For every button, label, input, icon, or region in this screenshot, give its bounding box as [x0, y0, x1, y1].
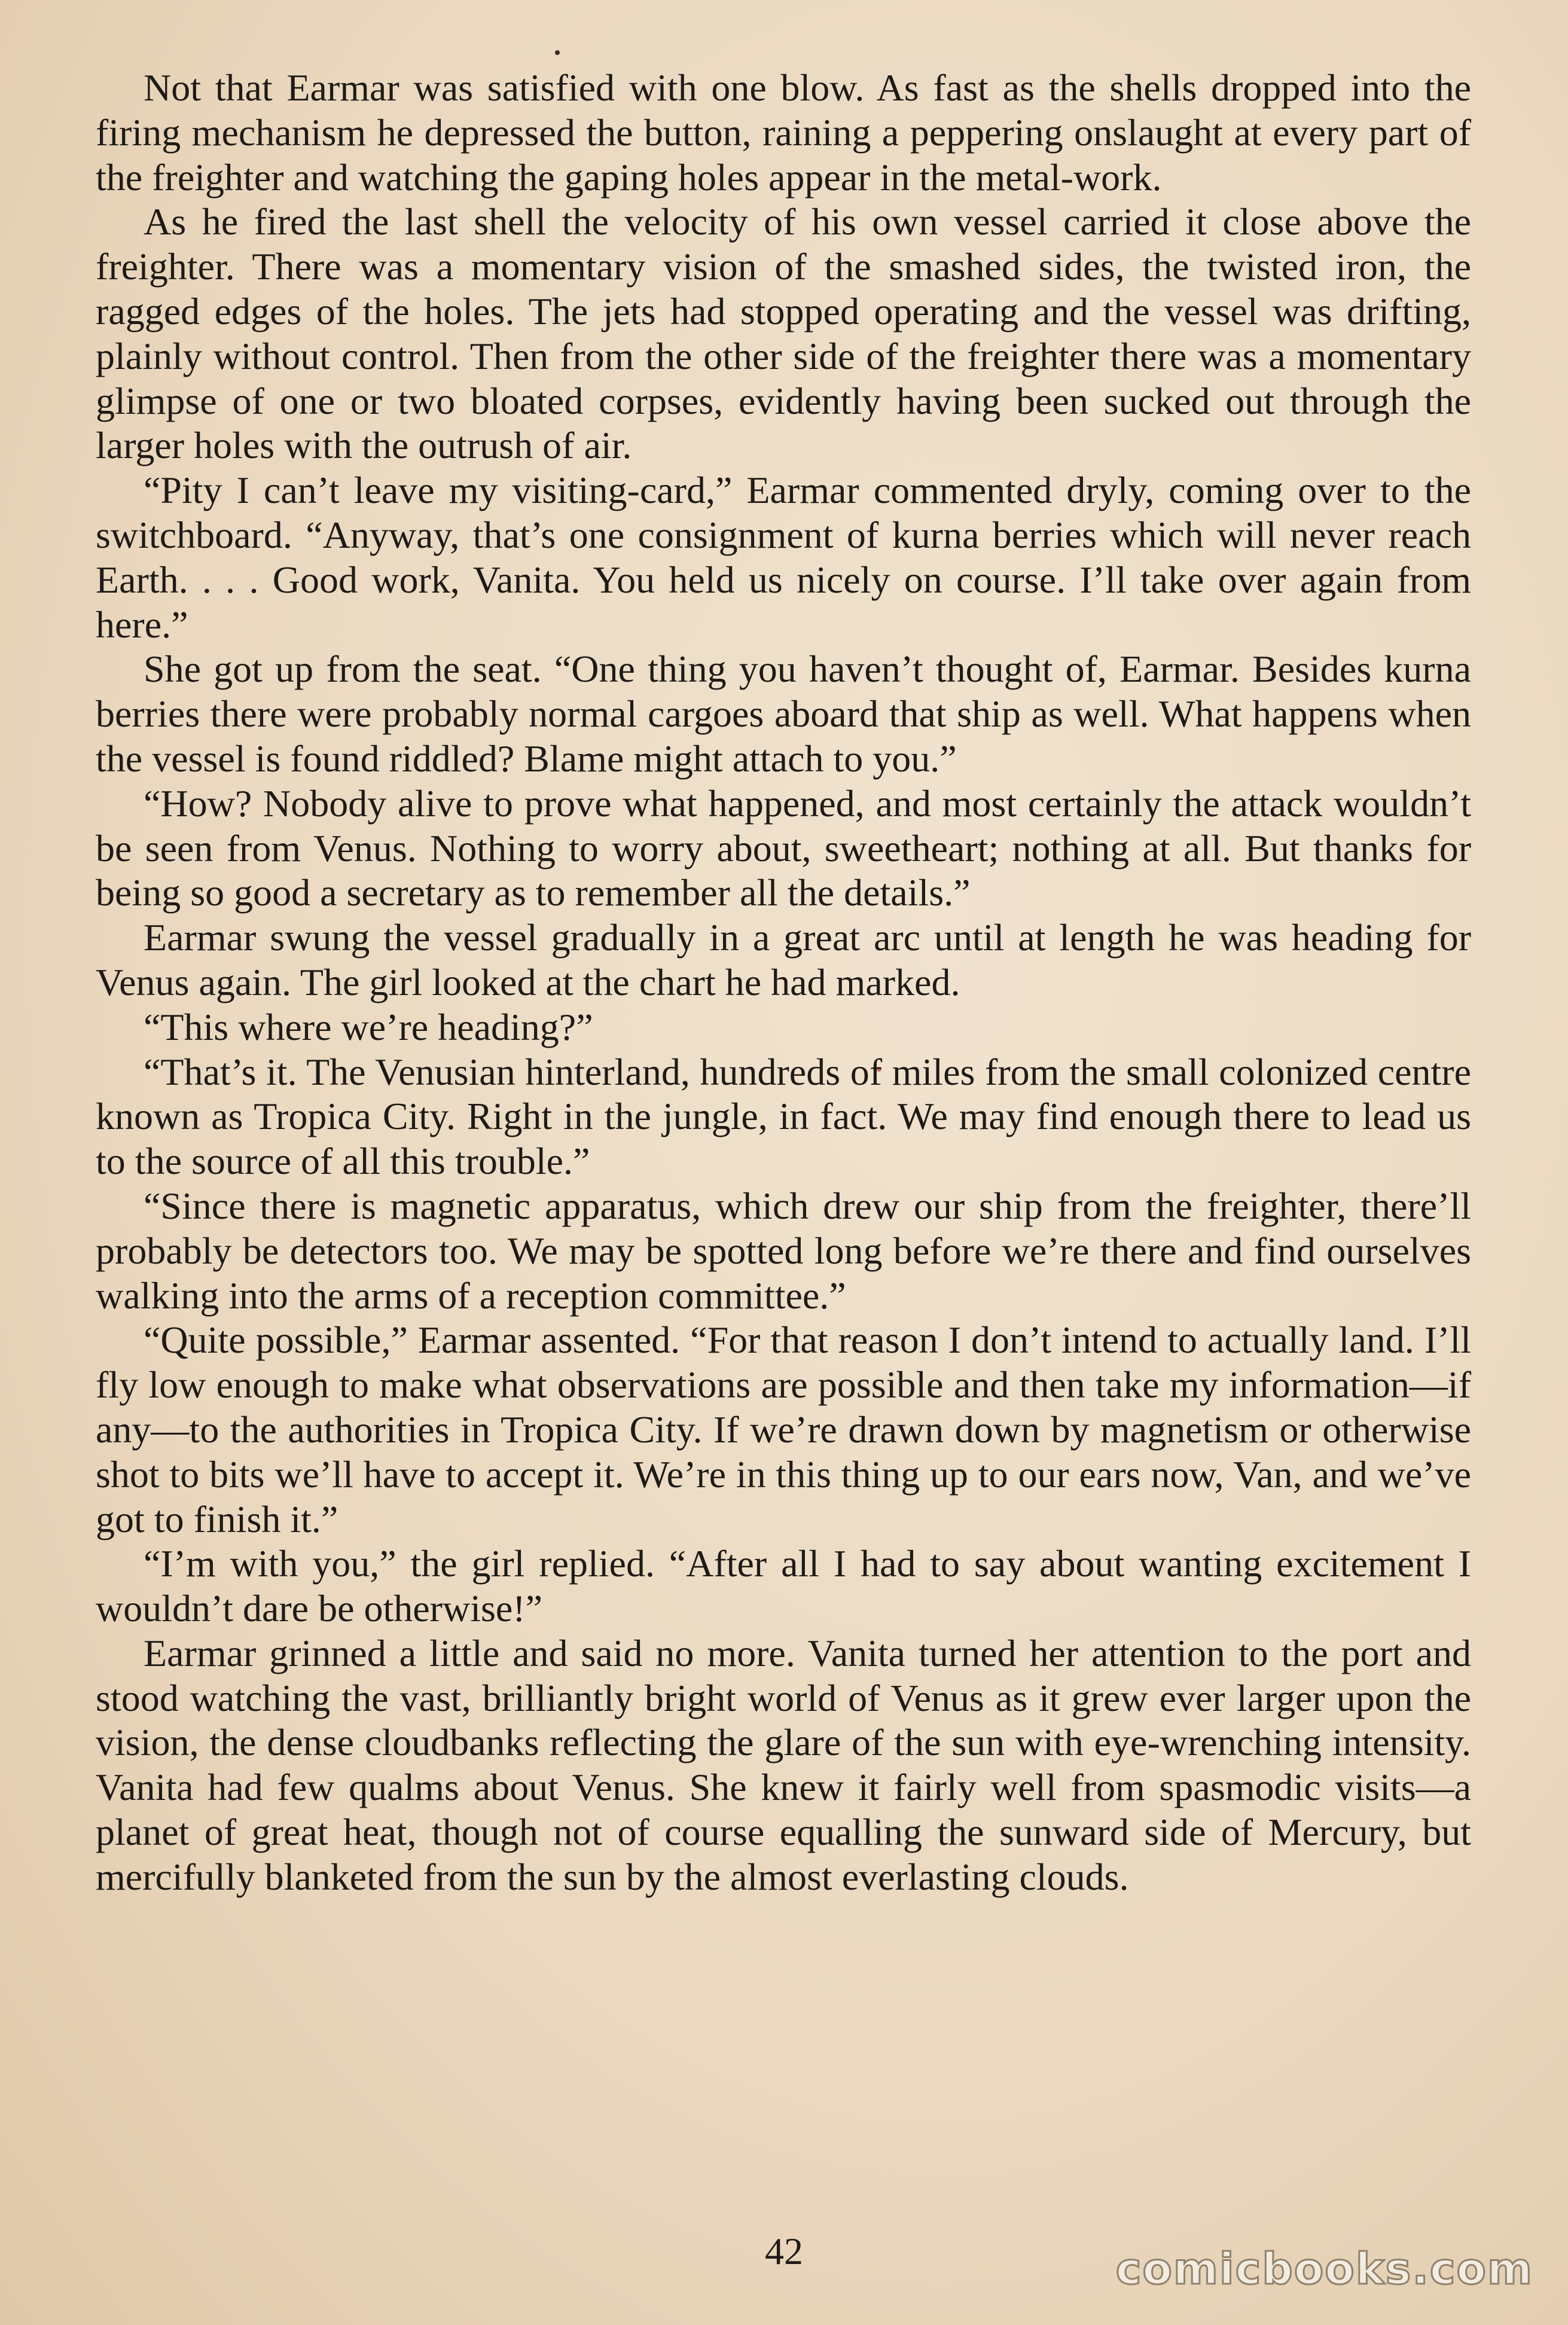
- paragraph: “How? Nobody alive to prove what happened, and most certainly the attack wouldn’t be seen from Venus. Nothing to worry about, sweetheart; nothing at all. But thanks for being so good a secretary as to remember all the details.”: [96, 782, 1471, 914]
- paragraph: “I’m with you,” the girl replied. “After all I had to say about wanting excitement I wouldn’t dare be otherwise!”: [96, 1542, 1471, 1630]
- paragraph: Earmar swung the vessel gradually in a great arc until at length he was heading for Venus again. The girl looked at the chart he had marked.: [96, 916, 1471, 1003]
- paragraph: Not that Earmar was satisfied with one blow. As fast as the shells dropped into the firing mechanism he depressed the button, raining a peppering onslaught at every part of the freighter and watching the gaping holes appear in the metal-work.: [96, 66, 1471, 199]
- paragraph: Earmar grinned a little and said no more. Vanita turned her attention to the port and stood watching the vast, brilliantly bright world of Venus as it grew ever larger upon the vision, the dense cloudbanks reflecting the glare of the sun with eye-wrenching intensity. Vanita had few qualms about Venus. She knew it fairly well from spasmodic visits—a planet of great heat, though not of course equalling the sunward side of Mercury, but mercifully blanketed from the sun by the almost everlasting clouds.: [96, 1631, 1471, 1898]
- body-text: [96, 66, 1471, 1900]
- page-number: 42: [765, 2230, 803, 2272]
- paragraph: “This where we’re heading?”: [144, 1005, 593, 1048]
- paragraph: “Pity I can’t leave my visiting-card,” Earmar commented dryly, coming over to the switchboard. “Anyway, that’s one consignment of kurna berries which will never reach Earth. . . . Good work, Vanita. You held us nicely on course. I’ll take over again from here.”: [96, 469, 1471, 646]
- paragraph: As he fired the last shell the velocity of his own vessel carried it close above the freighter. There was a momentary vision of the smashed sides, the twisted iron, the ragged edges of the holes. The jets had stopped operating and the vessel was drifting, plainly without control. Then from the other side of the freighter there was a momentary glimpse of one or two bloated corpses, evidently having been sucked out through the larger holes with the outrush of air.: [96, 200, 1471, 467]
- paragraph: “That’s it. The Venusian hinterland, hundreds of miles from the small colonized centre known as Tropica City. Right in the jungle, in fact. We may find enough there to lead us to the source of all this trouble.”: [96, 1050, 1471, 1183]
- paragraph: “Quite possible,” Earmar assented. “For that reason I don’t intend to actually land. I’ll fly low enough to make what observations are possible and then take my information—if any—to the authorities in Tropica City. If we’re drawn down by magnetism or otherwise shot to bits we’ll have to accept it. We’re in this thing up to our ears now, Van, and we’ve got to finish it.”: [96, 1319, 1471, 1540]
- paragraph: She got up from the seat. “One thing you haven’t thought of, Earmar. Besides kurna berries there were probably normal cargoes aboard that ship as well. What happens when the vessel is found riddled? Blame might attach to you.”: [96, 648, 1471, 780]
- watermark-logo: comicbooks.com: [1115, 2244, 1533, 2294]
- ink-speck: [555, 50, 560, 55]
- paragraph: “Since there is magnetic apparatus, which drew our ship from the freighter, there’ll probably be detectors too. We may be spotted long before we’re there and find ourselves walking into the arms of a reception committee.”: [96, 1184, 1471, 1317]
